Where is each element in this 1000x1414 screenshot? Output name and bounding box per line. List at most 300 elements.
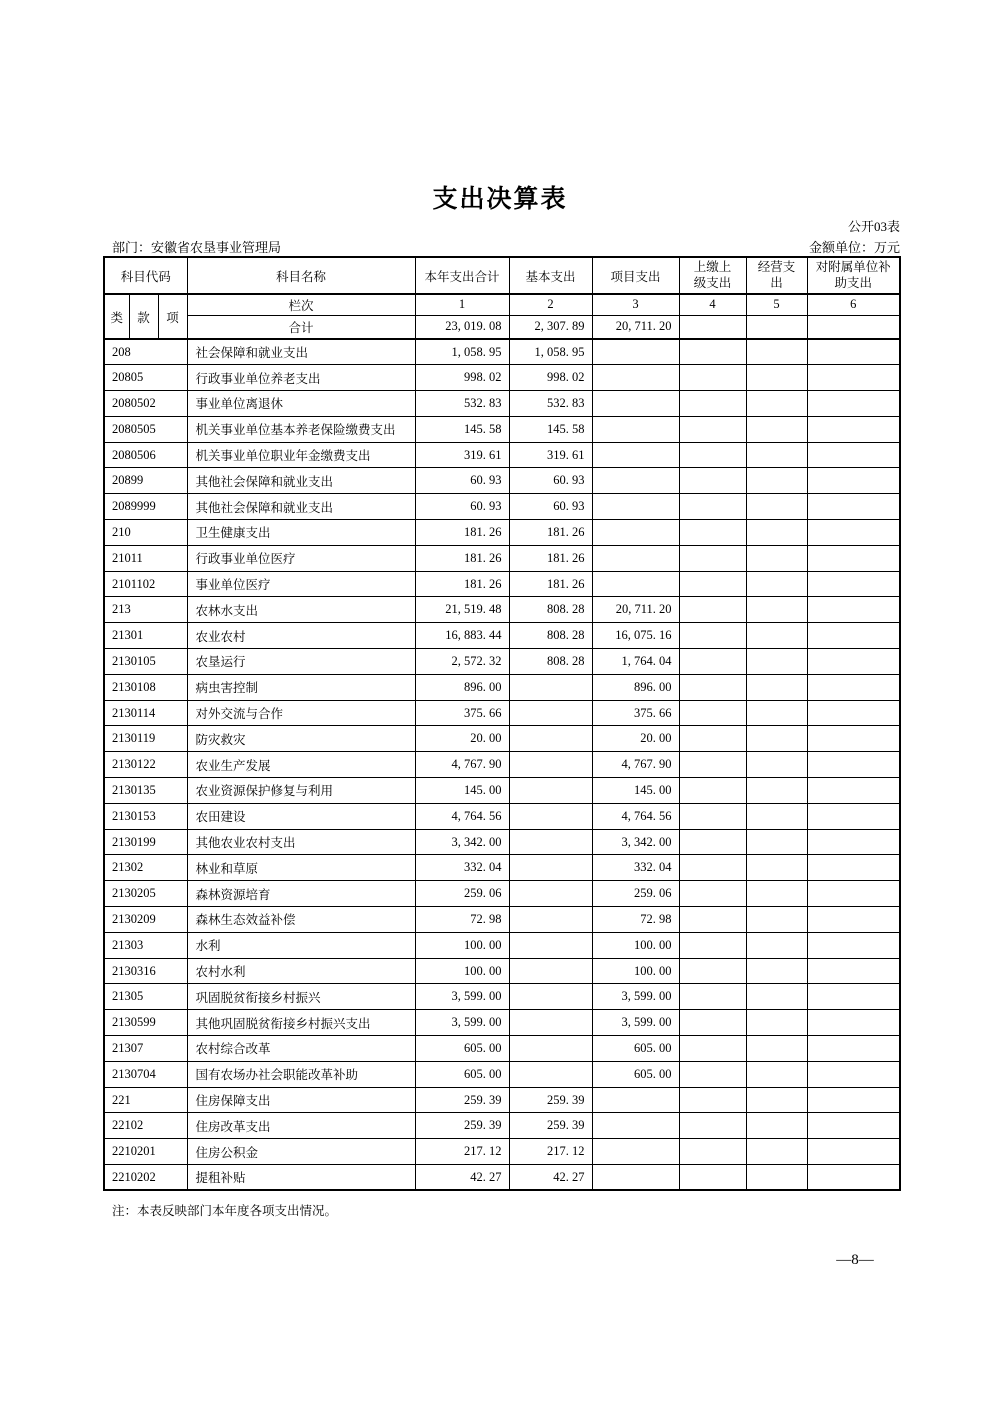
cell-subsidy	[807, 468, 900, 494]
cell-subsidy	[807, 1010, 900, 1036]
cell-operating	[746, 881, 807, 907]
cell-code: 2130119	[104, 726, 187, 752]
cell-project: 72. 98	[592, 907, 679, 933]
cell-upper	[679, 339, 746, 365]
cell-name: 农村综合改革	[187, 1036, 415, 1062]
cell-operating	[746, 391, 807, 417]
cell-upper	[679, 778, 746, 804]
cell-subsidy	[807, 520, 900, 546]
cell-upper	[679, 442, 746, 468]
cell-project	[592, 545, 679, 571]
table-row	[104, 468, 900, 494]
cell-code: 221	[104, 1087, 187, 1113]
cell-basic: 1, 058. 95	[509, 339, 592, 365]
cell-name: 农垦运行	[187, 649, 415, 675]
cell-total: 2, 572. 32	[415, 649, 509, 675]
header-row-main	[104, 257, 900, 294]
header-col-number-4: 4	[679, 294, 746, 315]
cell-project	[592, 391, 679, 417]
cell-total: 4, 764. 56	[415, 803, 509, 829]
cell-total: 217. 12	[415, 1139, 509, 1165]
cell-code: 2089999	[104, 494, 187, 520]
cell-total: 21, 519. 48	[415, 597, 509, 623]
cell-basic	[509, 1010, 592, 1036]
cell-project	[592, 1139, 679, 1165]
cell-code: 20899	[104, 468, 187, 494]
cell-operating	[746, 649, 807, 675]
cell-name: 卫生健康支出	[187, 520, 415, 546]
cell-code: 2210201	[104, 1139, 187, 1165]
cell-total: 16, 883. 44	[415, 623, 509, 649]
cell-basic	[509, 700, 592, 726]
cell-code: 2130316	[104, 958, 187, 984]
header-col-subsidy	[807, 257, 900, 294]
cell-operating	[746, 571, 807, 597]
cell-upper	[679, 907, 746, 933]
cell-total: 181. 26	[415, 571, 509, 597]
table-row	[104, 520, 900, 546]
table-row	[104, 932, 900, 958]
cell-code: 22102	[104, 1113, 187, 1139]
table-row	[104, 339, 900, 365]
header-col-number-5: 5	[746, 294, 807, 315]
cell-total: 259. 39	[415, 1087, 509, 1113]
cell-total: 181. 26	[415, 520, 509, 546]
header-col-code: 科目代码	[104, 257, 187, 294]
cell-code: 21301	[104, 623, 187, 649]
cell-total: 60. 93	[415, 494, 509, 520]
cell-subsidy	[807, 494, 900, 520]
cell-project: 100. 00	[592, 958, 679, 984]
header-col-subsidy-label: 对附属单位补助支出	[815, 259, 891, 290]
cell-subsidy	[807, 932, 900, 958]
cell-operating	[746, 494, 807, 520]
cell-project: 4, 764. 56	[592, 803, 679, 829]
cell-operating	[746, 1061, 807, 1087]
cell-name: 巩固脱贫衔接乡村振兴	[187, 984, 415, 1010]
cell-project	[592, 494, 679, 520]
table-row	[104, 984, 900, 1010]
cell-upper	[679, 545, 746, 571]
cell-upper	[679, 803, 746, 829]
cell-subsidy	[807, 958, 900, 984]
cell-code: 20805	[104, 365, 187, 391]
table-row	[104, 391, 900, 417]
cell-basic	[509, 855, 592, 881]
cell-total: 100. 00	[415, 932, 509, 958]
table-row	[104, 1113, 900, 1139]
cell-code: 2101102	[104, 571, 187, 597]
header-sub-section: 款	[129, 294, 158, 339]
cell-name: 社会保障和就业支出	[187, 339, 415, 365]
cell-subsidy	[807, 1036, 900, 1062]
cell-upper	[679, 855, 746, 881]
table-row	[104, 907, 900, 933]
cell-project: 896. 00	[592, 674, 679, 700]
header-col-number-1: 1	[415, 294, 509, 315]
cell-basic	[509, 984, 592, 1010]
cell-basic: 808. 28	[509, 597, 592, 623]
cell-code: 208	[104, 339, 187, 365]
cell-subsidy	[807, 1061, 900, 1087]
table-row	[104, 1139, 900, 1165]
table-row	[104, 855, 900, 881]
cell-subsidy	[807, 391, 900, 417]
cell-name: 森林资源培育	[187, 881, 415, 907]
cell-operating	[746, 907, 807, 933]
cell-code: 2130599	[104, 1010, 187, 1036]
cell-name: 提租补贴	[187, 1165, 415, 1191]
cell-name: 农业生产发展	[187, 752, 415, 778]
cell-project: 1, 764. 04	[592, 649, 679, 675]
cell-operating	[746, 855, 807, 881]
cell-upper	[679, 700, 746, 726]
department-label: 部门：安徽省农垦事业管理局	[112, 240, 282, 255]
cell-upper	[679, 1036, 746, 1062]
cell-name: 农村水利	[187, 958, 415, 984]
cell-operating	[746, 958, 807, 984]
table-row	[104, 1087, 900, 1113]
cell-total: 60. 93	[415, 468, 509, 494]
cell-basic: 217. 12	[509, 1139, 592, 1165]
cell-basic: 42. 27	[509, 1165, 592, 1191]
cell-name: 住房保障支出	[187, 1087, 415, 1113]
cell-code: 2130108	[104, 674, 187, 700]
cell-operating	[746, 1113, 807, 1139]
table-row	[104, 1010, 900, 1036]
cell-operating	[746, 1087, 807, 1113]
cell-code: 2130153	[104, 803, 187, 829]
cell-code: 2080505	[104, 416, 187, 442]
cell-name: 住房公积金	[187, 1139, 415, 1165]
cell-basic	[509, 803, 592, 829]
cell-project	[592, 1113, 679, 1139]
cell-basic: 319. 61	[509, 442, 592, 468]
cell-code: 2130122	[104, 752, 187, 778]
header-col-total: 本年支出合计	[415, 257, 509, 294]
cell-total: 3, 342. 00	[415, 829, 509, 855]
cell-subsidy	[807, 803, 900, 829]
cell-operating	[746, 1165, 807, 1191]
cell-operating	[746, 545, 807, 571]
cell-project	[592, 1087, 679, 1113]
cell-basic: 181. 26	[509, 545, 592, 571]
cell-upper	[679, 958, 746, 984]
cell-subsidy	[807, 571, 900, 597]
cell-basic: 808. 28	[509, 649, 592, 675]
table-row	[104, 365, 900, 391]
cell-project: 145. 00	[592, 778, 679, 804]
cell-project: 3, 342. 00	[592, 829, 679, 855]
cell-basic: 60. 93	[509, 468, 592, 494]
cell-subsidy	[807, 829, 900, 855]
cell-operating	[746, 984, 807, 1010]
cell-code: 2080506	[104, 442, 187, 468]
cell-upper	[679, 829, 746, 855]
cell-operating	[746, 726, 807, 752]
cell-operating	[746, 674, 807, 700]
cell-total: 319. 61	[415, 442, 509, 468]
cell-total: 332. 04	[415, 855, 509, 881]
cell-operating	[746, 932, 807, 958]
cell-basic: 259. 39	[509, 1087, 592, 1113]
cell-upper	[679, 391, 746, 417]
cell-code: 21302	[104, 855, 187, 881]
cell-project: 605. 00	[592, 1061, 679, 1087]
table-row	[104, 623, 900, 649]
cell-operating	[746, 416, 807, 442]
table-row	[104, 571, 900, 597]
cell-name: 机关事业单位基本养老保险缴费支出	[187, 416, 415, 442]
header-col-operating-label: 经营支出	[757, 259, 796, 290]
cell-subsidy	[807, 700, 900, 726]
table-row	[104, 778, 900, 804]
cell-total: 4, 767. 90	[415, 752, 509, 778]
cell-subsidy	[807, 623, 900, 649]
cell-code: 2130704	[104, 1061, 187, 1087]
cell-basic: 60. 93	[509, 494, 592, 520]
table-row	[104, 494, 900, 520]
cell-name: 其他巩固脱贫衔接乡村振兴支出	[187, 1010, 415, 1036]
cell-subsidy	[807, 1139, 900, 1165]
cell-project: 20, 711. 20	[592, 597, 679, 623]
cell-upper	[679, 674, 746, 700]
table-code-label: 公开03表	[847, 219, 900, 234]
cell-subsidy	[807, 726, 900, 752]
cell-basic	[509, 829, 592, 855]
cell-subsidy	[807, 778, 900, 804]
unit-label: 金额单位：万元	[808, 240, 900, 255]
cell-project	[592, 416, 679, 442]
cell-name: 行政事业单位医疗	[187, 545, 415, 571]
cell-project: 20. 00	[592, 726, 679, 752]
header-col-number-2: 2	[509, 294, 592, 315]
cell-subsidy	[807, 881, 900, 907]
header-col-number-3: 3	[592, 294, 679, 315]
cell-basic: 998. 02	[509, 365, 592, 391]
cell-basic: 181. 26	[509, 520, 592, 546]
cell-project	[592, 339, 679, 365]
cell-name: 其他社会保障和就业支出	[187, 494, 415, 520]
cell-subsidy	[807, 416, 900, 442]
cell-subsidy	[807, 339, 900, 365]
cell-project: 332. 04	[592, 855, 679, 881]
cell-basic: 145. 58	[509, 416, 592, 442]
cell-code: 2130205	[104, 881, 187, 907]
table-row	[104, 881, 900, 907]
cell-code: 21305	[104, 984, 187, 1010]
meta-row	[103, 237, 900, 256]
cell-upper	[679, 597, 746, 623]
header-col-basic: 基本支出	[509, 257, 592, 294]
cell-total: 1, 058. 95	[415, 339, 509, 365]
cell-total: 259. 06	[415, 881, 509, 907]
header-col-upper	[679, 257, 746, 294]
cell-subsidy	[807, 1113, 900, 1139]
page-title: 支出决算表	[432, 186, 568, 213]
table-row	[104, 1061, 900, 1087]
cell-total: 375. 66	[415, 700, 509, 726]
table-row	[104, 416, 900, 442]
cell-basic	[509, 752, 592, 778]
cell-total: 896. 00	[415, 674, 509, 700]
header-col-operating	[746, 257, 807, 294]
cell-basic	[509, 726, 592, 752]
cell-name: 其他社会保障和就业支出	[187, 468, 415, 494]
cell-operating	[746, 468, 807, 494]
cell-operating	[746, 752, 807, 778]
cell-total: 100. 00	[415, 958, 509, 984]
cell-upper	[679, 881, 746, 907]
cell-total: 181. 26	[415, 545, 509, 571]
cell-upper	[679, 416, 746, 442]
cell-code: 21303	[104, 932, 187, 958]
cell-total: 145. 00	[415, 778, 509, 804]
cell-total: 145. 58	[415, 416, 509, 442]
cell-name: 农田建设	[187, 803, 415, 829]
cell-upper	[679, 623, 746, 649]
cell-basic	[509, 674, 592, 700]
cell-total: 532. 83	[415, 391, 509, 417]
cell-subsidy	[807, 545, 900, 571]
cell-project	[592, 571, 679, 597]
table-row	[104, 958, 900, 984]
cell-upper	[679, 932, 746, 958]
cell-subsidy	[807, 674, 900, 700]
cell-subsidy	[807, 1087, 900, 1113]
cell-name: 事业单位离退休	[187, 391, 415, 417]
cell-operating	[746, 442, 807, 468]
cell-project: 375. 66	[592, 700, 679, 726]
cell-total: 3, 599. 00	[415, 1010, 509, 1036]
cell-basic: 808. 28	[509, 623, 592, 649]
cell-upper	[679, 1165, 746, 1191]
cell-operating	[746, 365, 807, 391]
cell-subsidy	[807, 1165, 900, 1191]
cell-name: 防灾救灾	[187, 726, 415, 752]
cell-name: 森林生态效益补偿	[187, 907, 415, 933]
page-number: —8—	[836, 1252, 874, 1268]
cell-code: 2080502	[104, 391, 187, 417]
cell-basic	[509, 907, 592, 933]
cell-upper	[679, 1139, 746, 1165]
cell-basic: 259. 39	[509, 1113, 592, 1139]
table-row	[104, 442, 900, 468]
cell-name: 其他农业农村支出	[187, 829, 415, 855]
cell-name: 行政事业单位养老支出	[187, 365, 415, 391]
cell-total: 259. 39	[415, 1113, 509, 1139]
cell-total: 3, 599. 00	[415, 984, 509, 1010]
cell-basic: 532. 83	[509, 391, 592, 417]
header-col-project: 项目支出	[592, 257, 679, 294]
cell-project	[592, 442, 679, 468]
table-row	[104, 649, 900, 675]
cell-name: 住房改革支出	[187, 1113, 415, 1139]
cell-upper	[679, 984, 746, 1010]
cell-total: 20. 00	[415, 726, 509, 752]
table-row	[104, 752, 900, 778]
cell-operating	[746, 1010, 807, 1036]
cell-project: 3, 599. 00	[592, 1010, 679, 1036]
cell-total: 42. 27	[415, 1165, 509, 1191]
cell-name: 国有农场办社会职能改革补助	[187, 1061, 415, 1087]
cell-name: 农林水支出	[187, 597, 415, 623]
cell-code: 2130114	[104, 700, 187, 726]
cell-basic	[509, 881, 592, 907]
cell-upper	[679, 1010, 746, 1036]
cell-subsidy	[807, 907, 900, 933]
total-cell-project: 20, 711. 20	[592, 315, 679, 339]
header-col-name: 科目名称	[187, 257, 415, 294]
table-row	[104, 700, 900, 726]
cell-subsidy	[807, 442, 900, 468]
cell-subsidy	[807, 855, 900, 881]
cell-project: 100. 00	[592, 932, 679, 958]
cell-code: 2130135	[104, 778, 187, 804]
table-body	[104, 339, 900, 1190]
cell-code: 213	[104, 597, 187, 623]
header-col-upper-label: 上缴上级支出	[693, 259, 732, 290]
cell-upper	[679, 571, 746, 597]
cell-operating	[746, 520, 807, 546]
table-row	[104, 597, 900, 623]
cell-operating	[746, 829, 807, 855]
table-row	[104, 545, 900, 571]
header-row-label: 栏次	[187, 294, 415, 315]
total-row	[104, 315, 900, 339]
table-row	[104, 726, 900, 752]
table-row	[104, 1036, 900, 1062]
cell-upper	[679, 1113, 746, 1139]
cell-name: 对外交流与合作	[187, 700, 415, 726]
cell-name: 林业和草原	[187, 855, 415, 881]
cell-code: 2130105	[104, 649, 187, 675]
cell-project: 259. 06	[592, 881, 679, 907]
cell-operating	[746, 1139, 807, 1165]
total-cell-operating	[746, 315, 807, 339]
cell-upper	[679, 468, 746, 494]
cell-total: 998. 02	[415, 365, 509, 391]
total-cell-subsidy	[807, 315, 900, 339]
table-row	[104, 674, 900, 700]
cell-operating	[746, 803, 807, 829]
cell-basic	[509, 1036, 592, 1062]
cell-upper	[679, 520, 746, 546]
cell-upper	[679, 726, 746, 752]
cell-operating	[746, 1036, 807, 1062]
cell-upper	[679, 649, 746, 675]
cell-total: 605. 00	[415, 1061, 509, 1087]
cell-upper	[679, 1061, 746, 1087]
cell-basic	[509, 932, 592, 958]
note-text: 注：本表反映部门本年度各项支出情况。	[112, 1204, 338, 1218]
cell-name: 水利	[187, 932, 415, 958]
cell-upper	[679, 1087, 746, 1113]
cell-code: 2210202	[104, 1165, 187, 1191]
total-cell-upper	[679, 315, 746, 339]
cell-upper	[679, 752, 746, 778]
header-sub-item: 项	[158, 294, 187, 339]
header-col-number-6: 6	[807, 294, 900, 315]
cell-operating	[746, 778, 807, 804]
cell-subsidy	[807, 752, 900, 778]
cell-total: 605. 00	[415, 1036, 509, 1062]
cell-name: 病虫害控制	[187, 674, 415, 700]
cell-project	[592, 468, 679, 494]
cell-upper	[679, 494, 746, 520]
cell-operating	[746, 623, 807, 649]
table-row	[104, 1165, 900, 1191]
